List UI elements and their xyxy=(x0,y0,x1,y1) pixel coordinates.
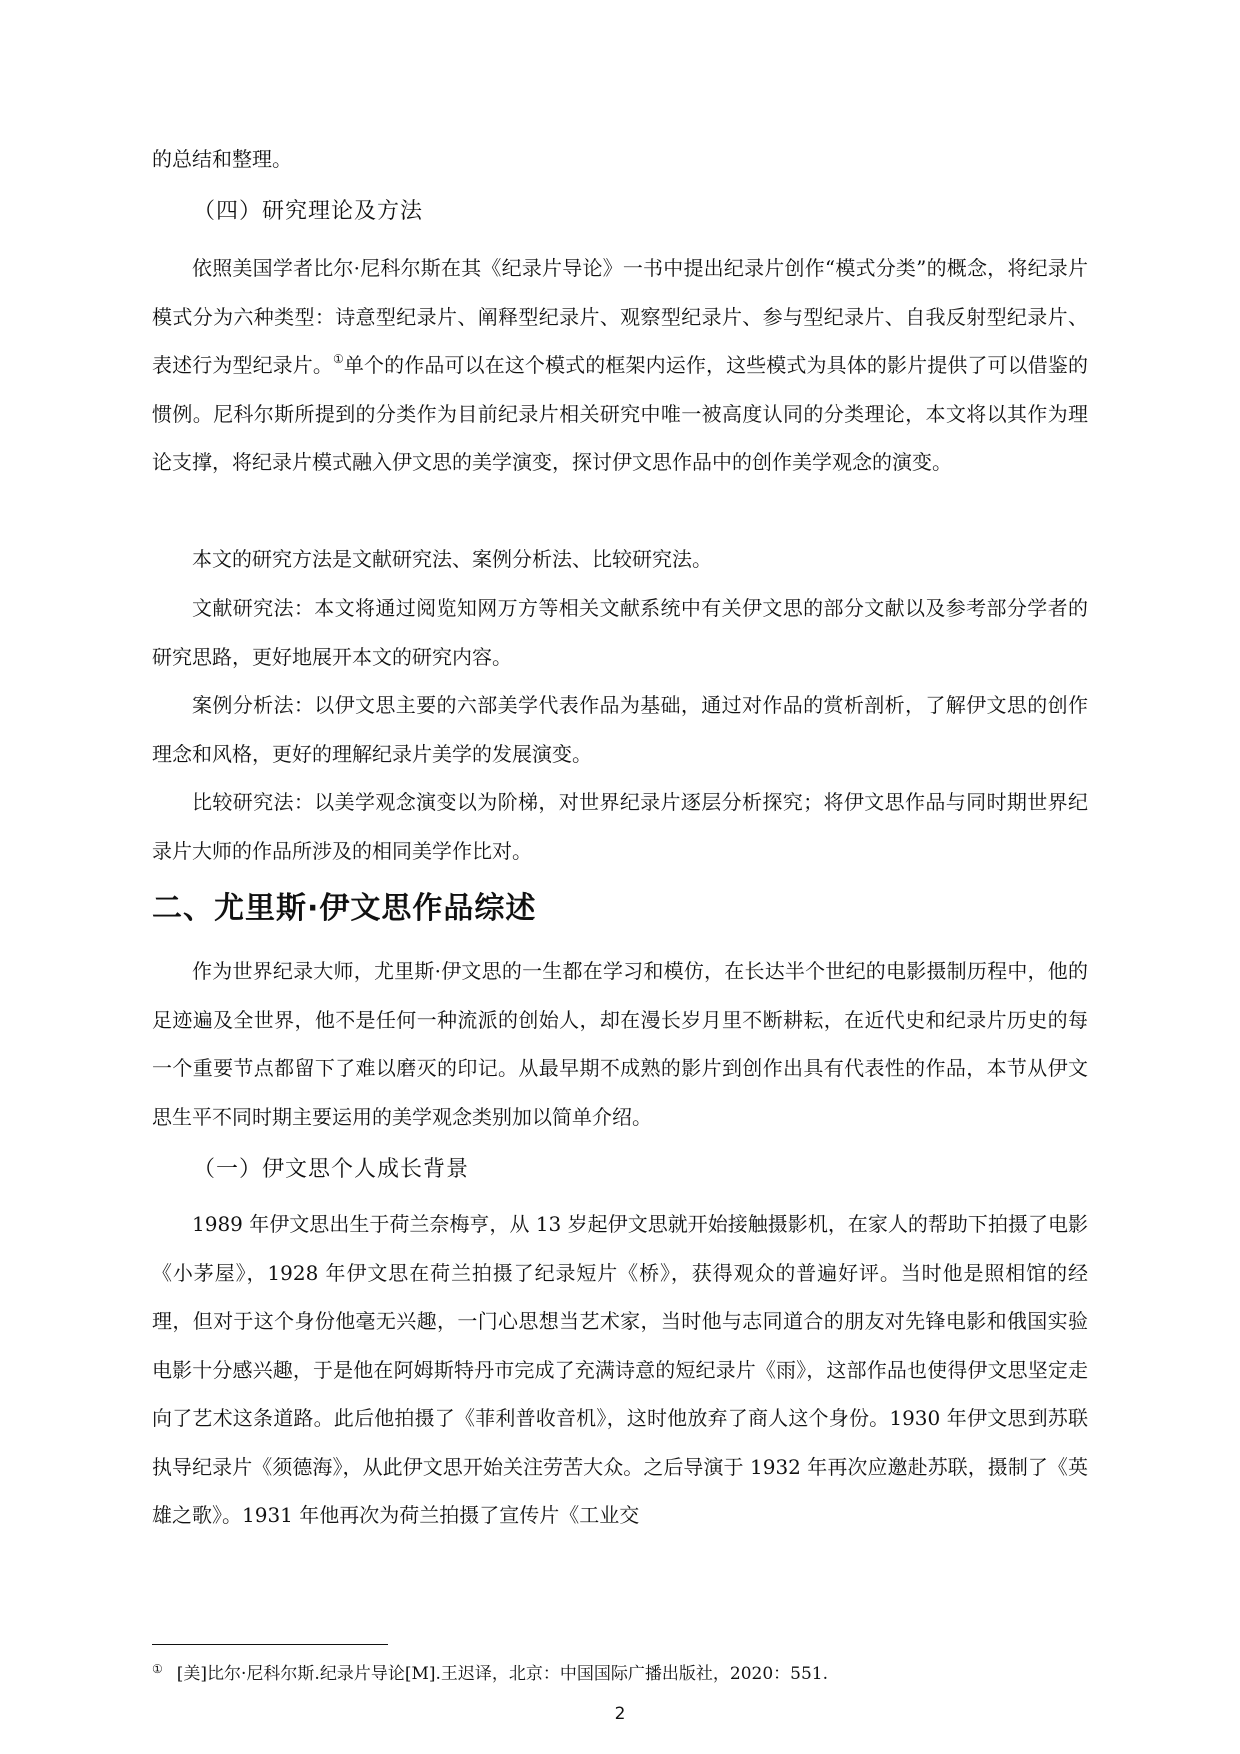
paragraph-nichols-modes-part2: 单个的作品可以在这个模式的框架内运作，这些模式为具体的影片提供了可以借鉴的惯例。尼科尔斯所提到的分类作为目前纪录片相关研究中唯一被高度认同的分类理论，本文将以其作为理论支撑，将纪录片模式融入伊文思的美学演变，探讨伊文思作品中的创作美学观念的演变。 xyxy=(152,353,1089,474)
footnote-text: [美]比尔·尼科尔斯.纪录片导论[M].王迟译，北京：中国国际广播出版社，2020：551. xyxy=(176,1664,829,1684)
footnote-reference-mark[interactable]: ① xyxy=(333,352,344,366)
paragraph-research-methods: 本文的研究方法是文献研究法、案例分析法、比较研究法。 xyxy=(192,547,712,571)
page-number: 2 xyxy=(614,1704,626,1724)
paragraph-nichols-modes-part1: 依照美国学者比尔·尼科尔斯在其《纪录片导论》一书中提出纪录片创作“模式分类”的概念，将纪录片模式分为六种类型：诗意型纪录片、阐释型纪录片、观察型纪录片、参与型纪录片、自我反射型纪录片、表述行为型纪录片。 xyxy=(152,256,1088,377)
section-heading-four: （四）研究理论及方法 xyxy=(193,199,424,224)
footnote-mark: ① xyxy=(152,1662,163,1676)
paragraph-overview: 作为世界纪录大师，尤里斯·伊文思的一生都在学习和模仿，在长达半个世纪的电影摄制历程中，他的足迹遍及全世界，他不是任何一种流派的创始人，却在漫长岁月里不断耕耘，在近代史和纪录片历史的每一个重要节点都留下了难以磨灭的印记。从最早期不成熟的影片到创作出具有代表性的作品，本节从伊文思生平不同时期主要运用的美学观念类别加以简单介绍。 xyxy=(152,959,1088,1129)
paragraph-comparative-method: 比较研究法：以美学观念演变以为阶梯，对世界纪录片逐层分析探究；将伊文思作品与同时期世界纪录片大师的作品所涉及的相同美学作比对。 xyxy=(152,790,1088,863)
chapter-heading-two: 二、尤里斯·伊文思作品综述 xyxy=(152,891,537,926)
paragraph-biography: 1989 年伊文思出生于荷兰奈梅亨，从 13 岁起伊文思就开始接触摄影机，在家人的帮助下拍摄了电影《小茅屋》，1928 年伊文思在荷兰拍摄了纪录短片《桥》，获得观众的普遍好评。当时他是照相馆的经理，但对于这个身份他毫无兴趣，一门心思想当艺术家，当时他与志同道合的朋友对先锋电影和俄国实验电影十分感兴趣，于是他在阿姆斯特丹市完成了充满诗意的短纪录片《雨》，这部作品也使得伊文思坚定走向了艺术这条道路。此后他拍摄了《菲利普收音机》，这时他放弃了商人这个身份。1930 年伊文思到苏联执导纪录片《须德海》，从此伊文思开始关注劳苦大众。之后导演于 1932 年再次应邀赴苏联，摄制了《英雄之歌》。1931 年他再次为荷兰拍摄了宣传片《工业交 xyxy=(152,1212,1088,1527)
paragraph-nichols-modes xyxy=(152,244,1088,487)
section-heading-one: （一）伊文思个人成长背景 xyxy=(193,1157,470,1182)
footnote xyxy=(152,1656,1088,1687)
continued-paragraph: 的总结和整理。 xyxy=(152,147,292,171)
footnote-separator xyxy=(152,1644,388,1645)
paragraph-literature-method: 文献研究法：本文将通过阅览知网万方等相关文献系统中有关伊文思的部分文献以及参考部分学者的研究思路，更好地展开本文的研究内容。 xyxy=(152,596,1088,669)
paragraph-case-method: 案例分析法：以伊文思主要的六部美学代表作品为基础，通过对作品的赏析剖析，了解伊文思的创作理念和风格，更好的理解纪录片美学的发展演变。 xyxy=(152,693,1088,766)
